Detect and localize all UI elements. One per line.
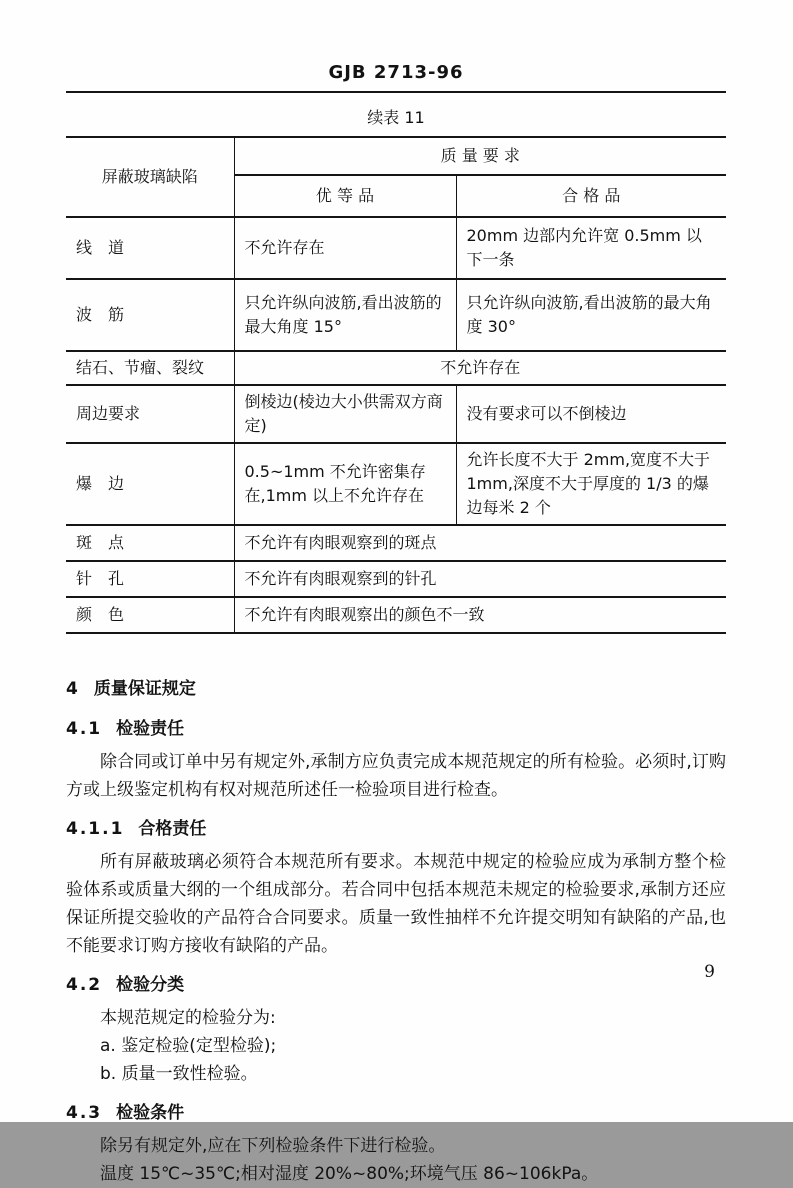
- defect-column-header: 屏蔽玻璃缺陷: [66, 137, 234, 217]
- clause-heading-4-1-1: [66, 818, 726, 840]
- table-caption: 续表 11: [367, 108, 425, 127]
- clause-number: 4.3: [66, 1103, 103, 1123]
- qualified-requirement: 允许长度不大于 2mm,宽度不大于 1mm,深度不大于厚度的 1/3 的爆边每米 2 个: [456, 443, 726, 525]
- table-row: [66, 351, 726, 385]
- table-row: [66, 217, 726, 279]
- merged-requirement: 不允许存在: [234, 351, 726, 385]
- clause-4-1-paragraph: 除合同或订单中另有规定外,承制方应负责完成本规范规定的所有检验。必须时,订购方或上级鉴定机构有权对规范所述任一检验项目进行检查。: [66, 752, 726, 800]
- table-row: [66, 561, 726, 597]
- qualified-requirement: 没有要求可以不倒棱边: [456, 385, 726, 443]
- premium-requirement: 0.5~1mm 不允许密集存在,1mm 以上不允许存在: [234, 443, 456, 525]
- clause-number: 4: [66, 679, 80, 699]
- clause-4-2-intro: 本规范规定的检验分为:: [100, 1008, 276, 1028]
- defect-name: 线 道: [66, 217, 234, 279]
- list-item-b: b. 质量一致性检验。: [100, 1064, 258, 1084]
- premium-requirement: 倒棱边(棱边大小供需双方商定): [234, 385, 456, 443]
- merged-requirement: 不允许有肉眼观察到的斑点: [234, 525, 726, 561]
- header-rule: [66, 91, 726, 93]
- premium-column-header: 优 等 品: [234, 175, 456, 217]
- defect-name: 针 孔: [66, 561, 234, 597]
- clause-title: 检验责任: [116, 719, 185, 739]
- standard-number-header: GJB 2713-96: [328, 62, 464, 83]
- qualified-requirement: 只允许纵向波筋,看出波筋的最大角度 30°: [456, 279, 726, 351]
- premium-requirement: 不允许存在: [234, 217, 456, 279]
- clauses-section: [66, 678, 726, 1188]
- defect-name: 斑 点: [66, 525, 234, 561]
- defect-name: 爆 边: [66, 443, 234, 525]
- defect-name: 周边要求: [66, 385, 234, 443]
- clause-heading-4-3: [66, 1102, 726, 1124]
- table-row: [66, 443, 726, 525]
- clause-title: 检验分类: [116, 975, 185, 995]
- table-row: [66, 525, 726, 561]
- clause-title: 检验条件: [116, 1103, 185, 1123]
- clause-title: 合格责任: [138, 819, 207, 839]
- table-row: [66, 597, 726, 633]
- clause-4-1-1-paragraph: 所有屏蔽玻璃必须符合本规范所有要求。本规范中规定的检验应成为承制方整个检验体系或质量大纲的一个组成部分。若合同中包括本规范未规定的检验要求,承制方还应保证所提交验收的产品符合合同要求。质量一致性抽样不允许提交明知有缺陷的产品,也不能要求订购方接收有缺陷的产品。: [66, 852, 726, 956]
- clause-4-3-line-1: 除另有规定外,应在下列检验条件下进行检验。: [100, 1136, 446, 1156]
- qualified-column-header: 合 格 品: [456, 175, 726, 217]
- clause-number: 4.2: [66, 975, 103, 995]
- merged-requirement: 不允许有肉眼观察出的颜色不一致: [234, 597, 726, 633]
- list-item-a: a. 鉴定检验(定型检验);: [100, 1036, 277, 1056]
- defect-name: 波 筋: [66, 279, 234, 351]
- defect-name: 结石、节瘤、裂纹: [66, 351, 234, 385]
- clause-heading-4: [66, 678, 726, 700]
- premium-requirement: 只允许纵向波筋,看出波筋的最大角度 15°: [234, 279, 456, 351]
- clause-heading-4-2: [66, 974, 726, 996]
- clause-title: 质量保证规定: [93, 679, 196, 699]
- table-header-row-1: [66, 137, 726, 175]
- table-row: [66, 279, 726, 351]
- defect-quality-table: [66, 136, 726, 634]
- clause-4-3-line-2: 温度 15℃~35℃;相对湿度 20%~80%;环境气压 86~106kPa。: [100, 1164, 599, 1184]
- table-row: [66, 385, 726, 443]
- page-number: 9: [704, 962, 715, 982]
- clause-heading-4-1: [66, 718, 726, 740]
- qualified-requirement: 20mm 边部内允许宽 0.5mm 以下一条: [456, 217, 726, 279]
- clause-number: 4.1: [66, 719, 103, 739]
- quality-group-header: 质 量 要 求: [234, 137, 726, 175]
- merged-requirement: 不允许有肉眼观察到的针孔: [234, 561, 726, 597]
- clause-number: 4.1.1: [66, 819, 125, 839]
- page-content: [66, 62, 726, 1188]
- defect-name: 颜 色: [66, 597, 234, 633]
